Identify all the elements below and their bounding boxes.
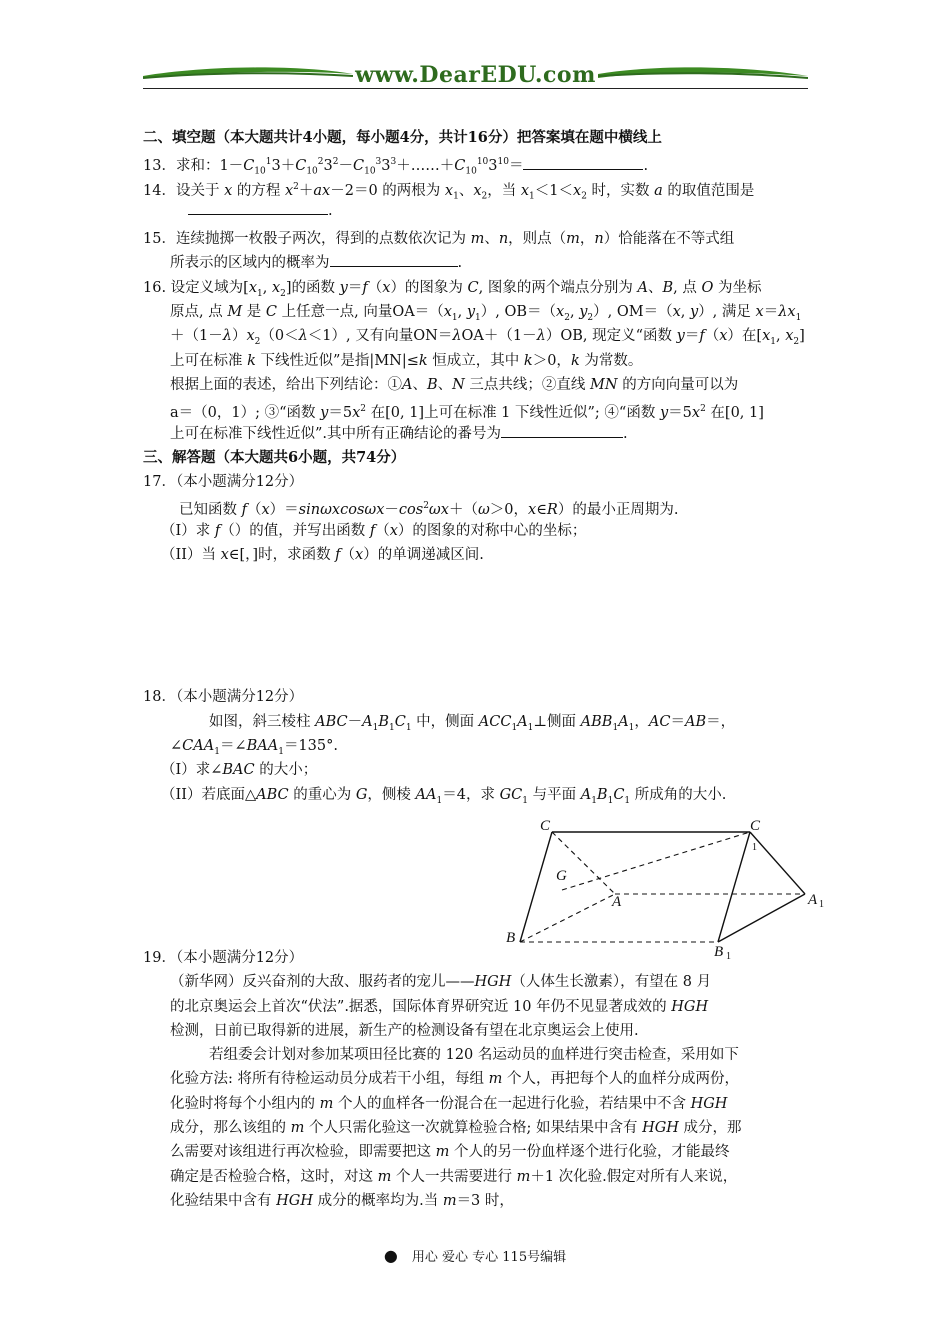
question-19-line5: 化验方法: 将所有待检运动员分成若干小组，每组 m 个人，再把每个人的血样分成两份，: [170, 1071, 739, 1088]
label-c: C: [540, 818, 551, 834]
answer-blank[interactable]: [501, 423, 623, 438]
answer-blank[interactable]: [523, 155, 643, 170]
question-19-line2: 的北京奥运会上首次“伏法”.据悉，国际体育界研究近 10 年仍不见显著成效的 HGH: [170, 998, 709, 1015]
question-16-line5: 根据上面的表述，给出下列结论：①A、B、N 三点共线；②直线 MN 的方向向量可以为: [170, 376, 739, 393]
site-logo: www.DearEDU.com: [355, 62, 596, 88]
label-c1-sub: 1: [752, 842, 757, 853]
question-19-line1: （新华网）反兴奋剂的大敌、服药者的宠儿——HGH（人体生长激素），有望在 8 月: [170, 974, 712, 991]
question-19-line7: 成分，那么该组的 m 个人只需化验这一次就算检验合格; 如果结果中含有 HGH 成分，那: [170, 1120, 742, 1137]
question-16-line3: $+(1-\lambda)x_2(0<\lambda<1)$, 又有向量ON＝λOA＋（1－λ）OB, 现定义“函数 y＝f（x）在[$x_1$, $x_2$]: [170, 328, 805, 348]
edge-a1b1: [718, 894, 805, 942]
question-13: 13．求和：$1-C_{10}^13+C_{10}^23^2-C_{10}^33^3+\dots\dots+C_{10}^{10}3^{10}=$ .: [143, 150, 808, 174]
question-16-line2: 原点, 点 M 是 C 上任意一点, 向量$OA=(x_1$, $y_1$）, $OB=(x_2$, $y_2$）, OM＝（x, y）, 满足 $x=\lambda x_1$: [170, 304, 802, 323]
question-19-head: 19．（本小题满分12分）: [143, 950, 304, 966]
question-16-line6: a＝（0，1）; ③“函数 $y=5x^2$ 在[0, 1]上可在标准 1 下线性近似”; ④“函数 $y=5x^2$ 在[0, 1]: [170, 404, 764, 422]
header-rule: [143, 88, 808, 89]
question-14-blank: .: [143, 199, 808, 223]
footer-text: 用心 爱心 专心 115号编辑: [411, 1250, 567, 1265]
label-g: G: [556, 868, 567, 884]
question-18-part2: （II）若底面△ABC 的重心为 G，侧棱 $AA_1=4$，求 $GC_1$ 与平面 $A_1B_1C_1$ 所成角的大小.: [161, 786, 727, 806]
right-swoosh-decoration: [598, 64, 808, 84]
question-19-line8: 么需要对该组进行再次检验，即需要把这 m 个人的另一份血样逐个进行化验，才能最终: [170, 1144, 730, 1161]
label-a1-sub: 1: [819, 899, 824, 910]
label-b: B: [506, 930, 516, 946]
edge-ba: [520, 894, 615, 942]
question-18-head: 18．（本小题满分12分）: [143, 689, 304, 706]
answer-blank[interactable]: [188, 200, 328, 215]
question-15: 15．连续抛掷一枚骰子两次，得到的点数依次记为 m、n，则点（m，n）恰能落在不等式组: [143, 231, 735, 248]
label-b1-sub: 1: [726, 951, 731, 962]
question-15-cont: 所表示的区域内的概率为 .: [143, 251, 808, 275]
bullet-icon: ●: [383, 1246, 398, 1265]
question-14: 14．设关于 x 的方程 $x^2+ax-2=0$ 的两根为 $x_1$、$x_2$，当 $x_1<1<x_2$ 时，实数 a 的取值范围是: [143, 181, 755, 202]
question-17-head: 17．（本小题满分12分）: [143, 474, 304, 491]
page-footer: [0, 1246, 950, 1265]
question-16-line7: 上可在标准下线性近似”.其中所有正确结论的番号为 .: [143, 422, 808, 446]
question-17-stem: 已知函数 $f(x)=\sin\omega xcos\omega x-\cos^2\omega x+(\omega>0$，x∈R）的最小正周期为.: [179, 501, 679, 519]
label-a1: A: [808, 892, 818, 908]
edge-cb: [520, 832, 552, 942]
answer-blank[interactable]: [330, 252, 458, 267]
question-19-line9: 确定是否检验合格，这时，对这 m 个人一共需要进行 m＋1 次化验.假定对所有人来说，: [170, 1168, 738, 1185]
question-19-line10: 化验结果中含有 HGH 成分的概率均为.当 m＝3 时，: [170, 1192, 514, 1209]
prism-figure: [500, 812, 830, 962]
edge-ca: [552, 832, 615, 894]
question-17-part2: （II）当 x∈[，]时，求函数 f（x）的单调递减区间.: [161, 547, 484, 564]
label-b1: B: [714, 944, 724, 960]
page-header: [143, 60, 808, 92]
label-a: A: [612, 894, 622, 910]
question-18-stem: 如图，斜三棱柱 $ABC-A_1B_1C_1$ 中，侧面 $ACC_1A_1\perp$侧面 $ABB_1A_1$，AC＝AB＝，: [209, 713, 736, 733]
question-19: [143, 946, 808, 1213]
question-19-line4: 若组委会计划对参加某项田径比赛的 120 名运动员的血样进行突击检查，采用如下: [209, 1047, 739, 1064]
question-17-part1: （I）求 f（）的值，并写出函数 f（x）的图象的对称中心的坐标；: [161, 522, 587, 539]
exam-content: [143, 126, 808, 807]
label-c1: C: [750, 818, 761, 834]
segment-gc1: [562, 832, 750, 890]
edge-c1b1: [718, 832, 750, 942]
question-16-line4: 上可在标准 k 下线性近似”是指|MN|≤k 恒成立，其中 k＞0，k 为常数。: [170, 352, 643, 369]
section3-title: 三、解答题（本大题共6小题，共74分）: [143, 448, 406, 466]
question-19-line6: 化验时将每个小组内的 m 个人的血样各一份混合在一起进行化验，若结果中不含 HGH: [170, 1095, 728, 1112]
edge-c1a1: [750, 832, 805, 894]
section2-title: 二、填空题（本大题共计4小题，每小题4分，共计16分）把答案填在题中横线上: [143, 129, 662, 146]
question-18-stem2: $\angle CAA_1=\angle BAA_1=135^\circ$.: [170, 737, 338, 757]
question-18-part1: （I）求∠BAC 的大小；: [161, 762, 318, 779]
question-19-line3: 检测，日前已取得新的进展，新生产的检测设备有望在北京奥运会上使用.: [170, 1022, 639, 1039]
question-16: 16. 设定义域为[$x_1$, $x_2$]的函数 y＝f（x）的图象为 C, 图象的两个端点分别为 A、B, 点 O 为坐标: [143, 279, 762, 299]
